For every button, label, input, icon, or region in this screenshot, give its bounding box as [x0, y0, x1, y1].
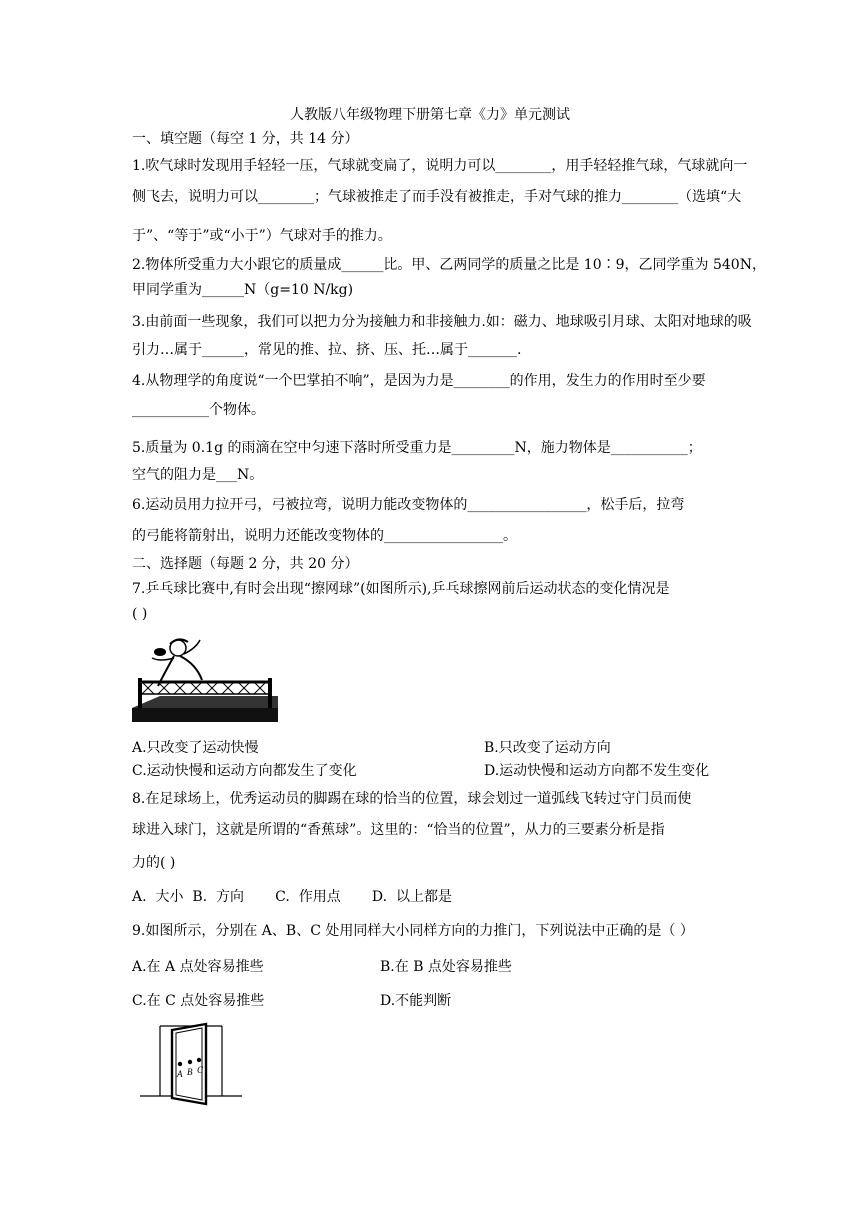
q4-line2: ___________个物体。	[132, 402, 265, 418]
q9-option-b: B.在 B 点处容易推些	[380, 959, 512, 975]
door-figure	[136, 1020, 246, 1108]
q2-line2: 甲同学重为______N（g=10 N/kg)	[132, 282, 354, 298]
q8-options: A. 大小 B. 方向 C. 作用点 D. 以上都是	[132, 889, 452, 905]
door-label-b: B	[187, 1067, 193, 1077]
table-tennis-figure	[130, 634, 280, 724]
q7-option-a: A.只改变了运动快慢	[132, 740, 259, 756]
q3-line2: 引力…属于______，常见的推、拉、挤、压、托…属于_______.	[132, 342, 522, 358]
q7-line2: ( )	[132, 606, 148, 622]
section-multiple-choice: 二、选择题（每题 2 分，共 20 分）	[132, 556, 359, 572]
q9-option-c: C.在 C 点处容易推些	[132, 993, 265, 1009]
page-title: 人教版八年级物理下册第七章《力》单元测试	[290, 107, 570, 123]
q3-line1: 3.由前面一些现象，我们可以把力分为接触力和非接触力.如：磁力、地球吸引月球、太阳对地球的吸	[132, 314, 752, 330]
q1-line2: 侧飞去，说明力可以________；气球被推走了而手没有被推走，手对气球的推力________（选填“大	[132, 189, 742, 205]
q4-line1: 4.从物理学的角度说“一个巴掌拍不响”，是因为力是________的作用，发生力的作用时至少要	[132, 373, 706, 389]
q7-option-c: C.运动快慢和运动方向都发生了变化	[132, 763, 357, 779]
q8-line1: 8.在足球场上，优秀运动员的脚踢在球的恰当的位置，球会划过一道弧线飞转过守门员而使	[132, 791, 692, 807]
q1-line1: 1.吹气球时发现用手轻轻一压，气球就变扁了，说明力可以________，用手轻轻推气球，气球就向一	[132, 158, 748, 174]
q7-option-b: B.只改变了运动方向	[484, 740, 611, 756]
q8-line2: 球进入球门，这就是所谓的“香蕉球”。这里的：“恰当的位置”，从力的三要素分析是指	[132, 822, 665, 838]
q5-line2: 空气的阻力是___N。	[132, 467, 264, 483]
q2-line1: 2.物体所受重力大小跟它的质量成______比。甲、乙两同学的质量之比是 10∶9，乙同学重为 540N，	[132, 257, 766, 273]
door-label-c: C	[197, 1065, 204, 1075]
q7-option-d: D.运动快慢和运动方向都不发生变化	[484, 763, 710, 779]
door-label-a: A	[177, 1069, 183, 1079]
q7-line1: 7.乒乓球比赛中,有时会出现“擦网球”(如图所示),乒乓球擦网前后运动状态的变化情况是	[132, 581, 670, 597]
q1-line3: 于”、“等于”或“小于”）气球对手的推力。	[132, 228, 392, 244]
q5-line1: 5.质量为 0.1g 的雨滴在空中匀速下落时所受重力是_________N，施力物体是___________；	[132, 440, 702, 456]
q8-line3: 力的( )	[132, 855, 176, 871]
q6-line1: 6.运动员用力拉开弓，弓被拉弯，说明力能改变物体的_________________，松手后，拉弯	[132, 497, 685, 513]
q9-option-a: A.在 A 点处容易推些	[132, 959, 264, 975]
section-fill-blank: 一、填空题（每空 1 分，共 14 分）	[132, 131, 359, 147]
q9-option-d: D.不能判断	[380, 993, 452, 1009]
q6-line2: 的弓能将箭射出，说明力还能改变物体的_________________。	[132, 528, 517, 544]
q9-line1: 9.如图所示，分别在 A、B、C 处用同样大小同样方向的力推门，下列说法中正确的是（ ）	[132, 923, 694, 939]
